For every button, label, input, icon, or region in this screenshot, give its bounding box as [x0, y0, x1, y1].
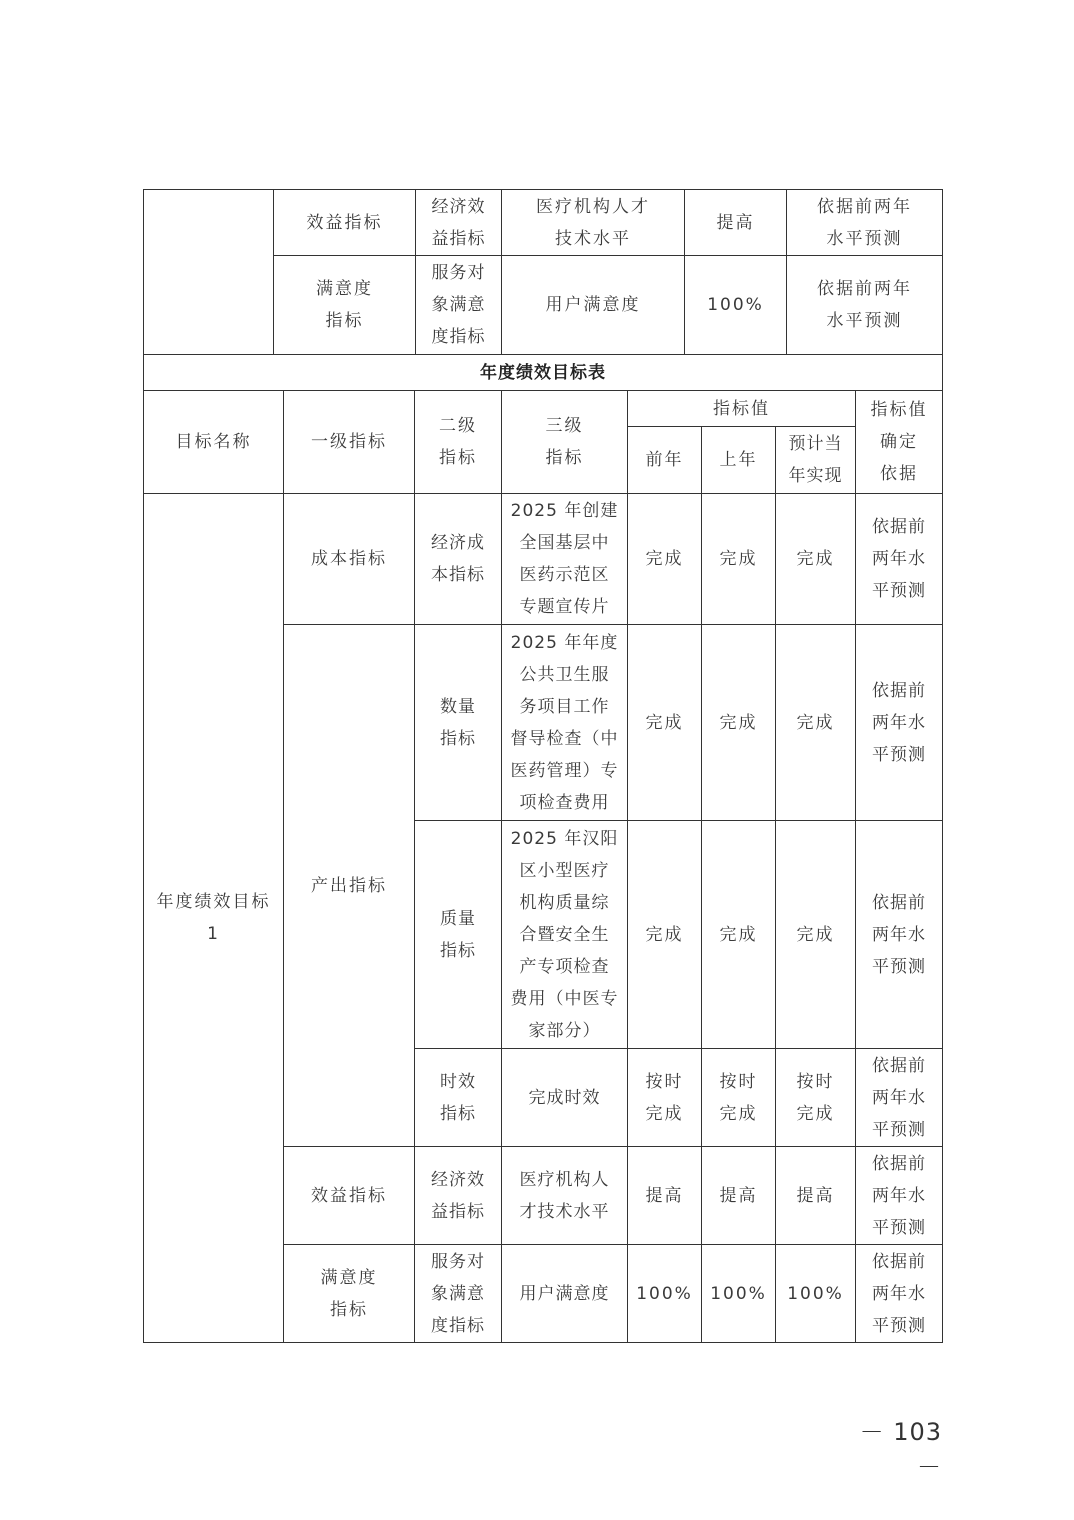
- table-title: 年度绩效目标表: [144, 355, 943, 391]
- header-row: [144, 391, 943, 427]
- last-year-cell: 完成: [702, 494, 776, 625]
- header-last-year: 上年: [702, 427, 776, 494]
- table-row: [144, 190, 943, 256]
- level2-cell: 数量 指标: [415, 625, 502, 821]
- header-indicator-value: 指标值: [628, 391, 856, 427]
- expected-cell: 按时 完成: [776, 1049, 856, 1147]
- level3-cell: 医疗机构人 才技术水平: [502, 1147, 628, 1245]
- level3-cell: 2025 年汉阳 区小型医疗 机构质量综 合暨安全生 产专项检查 费用（中医专 家部分）: [502, 821, 628, 1049]
- prev-year-cell: 完成: [628, 494, 702, 625]
- continuation-table: [143, 189, 943, 355]
- level1-cell: 满意度 指标: [274, 256, 416, 355]
- level1-cell: 成本指标: [284, 494, 415, 625]
- last-year-cell: 100%: [702, 1245, 776, 1343]
- prev-year-cell: 100%: [628, 1245, 702, 1343]
- value-cell: 100%: [685, 256, 787, 355]
- last-year-cell: 完成: [702, 821, 776, 1049]
- prev-year-cell: 完成: [628, 625, 702, 821]
- level3-cell: 用户满意度: [502, 1245, 628, 1343]
- basis-cell: 依据前 两年水 平预测: [856, 1049, 943, 1147]
- header-prev-year: 前年: [628, 427, 702, 494]
- level1-cell: [284, 625, 415, 1147]
- level3-cell: 完成时效: [502, 1049, 628, 1147]
- table-title-row: [144, 355, 943, 391]
- page-number: － 103 －: [859, 1418, 942, 1481]
- basis-cell: 依据前 两年水 平预测: [856, 625, 943, 821]
- basis-cell: 依据前 两年水 平预测: [856, 821, 943, 1049]
- expected-cell: 提高: [776, 1147, 856, 1245]
- level1-cell: 满意度 指标: [284, 1245, 415, 1343]
- basis-cell: 依据前 两年水 平预测: [856, 1245, 943, 1343]
- level2-cell: 经济成 本指标: [415, 494, 502, 625]
- last-year-cell: 提高: [702, 1147, 776, 1245]
- header-goal-name: 目标名称: [144, 391, 284, 494]
- level1-label: 产出指标: [311, 875, 387, 896]
- expected-cell: 完成: [776, 494, 856, 625]
- header-level1: 一级指标: [284, 391, 415, 494]
- header-expected: 预计当 年实现: [776, 427, 856, 494]
- table-row: [144, 494, 943, 625]
- prev-year-cell: 完成: [628, 821, 702, 1049]
- header-level2: 二级 指标: [415, 391, 502, 494]
- header-basis: 指标值 确定 依据: [856, 391, 943, 494]
- last-year-cell: 按时 完成: [702, 1049, 776, 1147]
- annual-performance-table: [143, 354, 943, 1343]
- goal-name-cell: 年度绩效目标 1: [144, 494, 284, 1343]
- level1-cell: 效益指标: [284, 1147, 415, 1245]
- expected-cell: 完成: [776, 625, 856, 821]
- prev-year-cell: 提高: [628, 1147, 702, 1245]
- level3-cell: 2025 年年度 公共卫生服 务项目工作 督导检查（中 医药管理）专 项检查费用: [502, 625, 628, 821]
- header-level3: 三级 指标: [502, 391, 628, 494]
- level2-cell: 经济效 益指标: [416, 190, 502, 256]
- basis-cell: 依据前 两年水 平预测: [856, 494, 943, 625]
- basis-cell: 依据前 两年水 平预测: [856, 1147, 943, 1245]
- level2-cell: 质量 指标: [415, 821, 502, 1049]
- level1-cell: 效益指标: [274, 190, 416, 256]
- prev-year-cell: 按时 完成: [628, 1049, 702, 1147]
- level3-cell: 用户满意度: [502, 256, 685, 355]
- value-cell: 提高: [685, 190, 787, 256]
- level2-cell: 时效 指标: [415, 1049, 502, 1147]
- level3-cell: 医疗机构人才 技术水平: [502, 190, 685, 256]
- level2-cell: 经济效 益指标: [415, 1147, 502, 1245]
- empty-goal-cell: [144, 190, 274, 355]
- level3-cell: 2025 年创建 全国基层中 医药示范区 专题宣传片: [502, 494, 628, 625]
- level2-cell: 服务对 象满意 度指标: [415, 1245, 502, 1343]
- last-year-cell: 完成: [702, 625, 776, 821]
- basis-cell: 依据前两年 水平预测: [787, 190, 943, 256]
- level2-cell: 服务对 象满意 度指标: [416, 256, 502, 355]
- expected-cell: 完成: [776, 821, 856, 1049]
- expected-cell: 100%: [776, 1245, 856, 1343]
- basis-cell: 依据前两年 水平预测: [787, 256, 943, 355]
